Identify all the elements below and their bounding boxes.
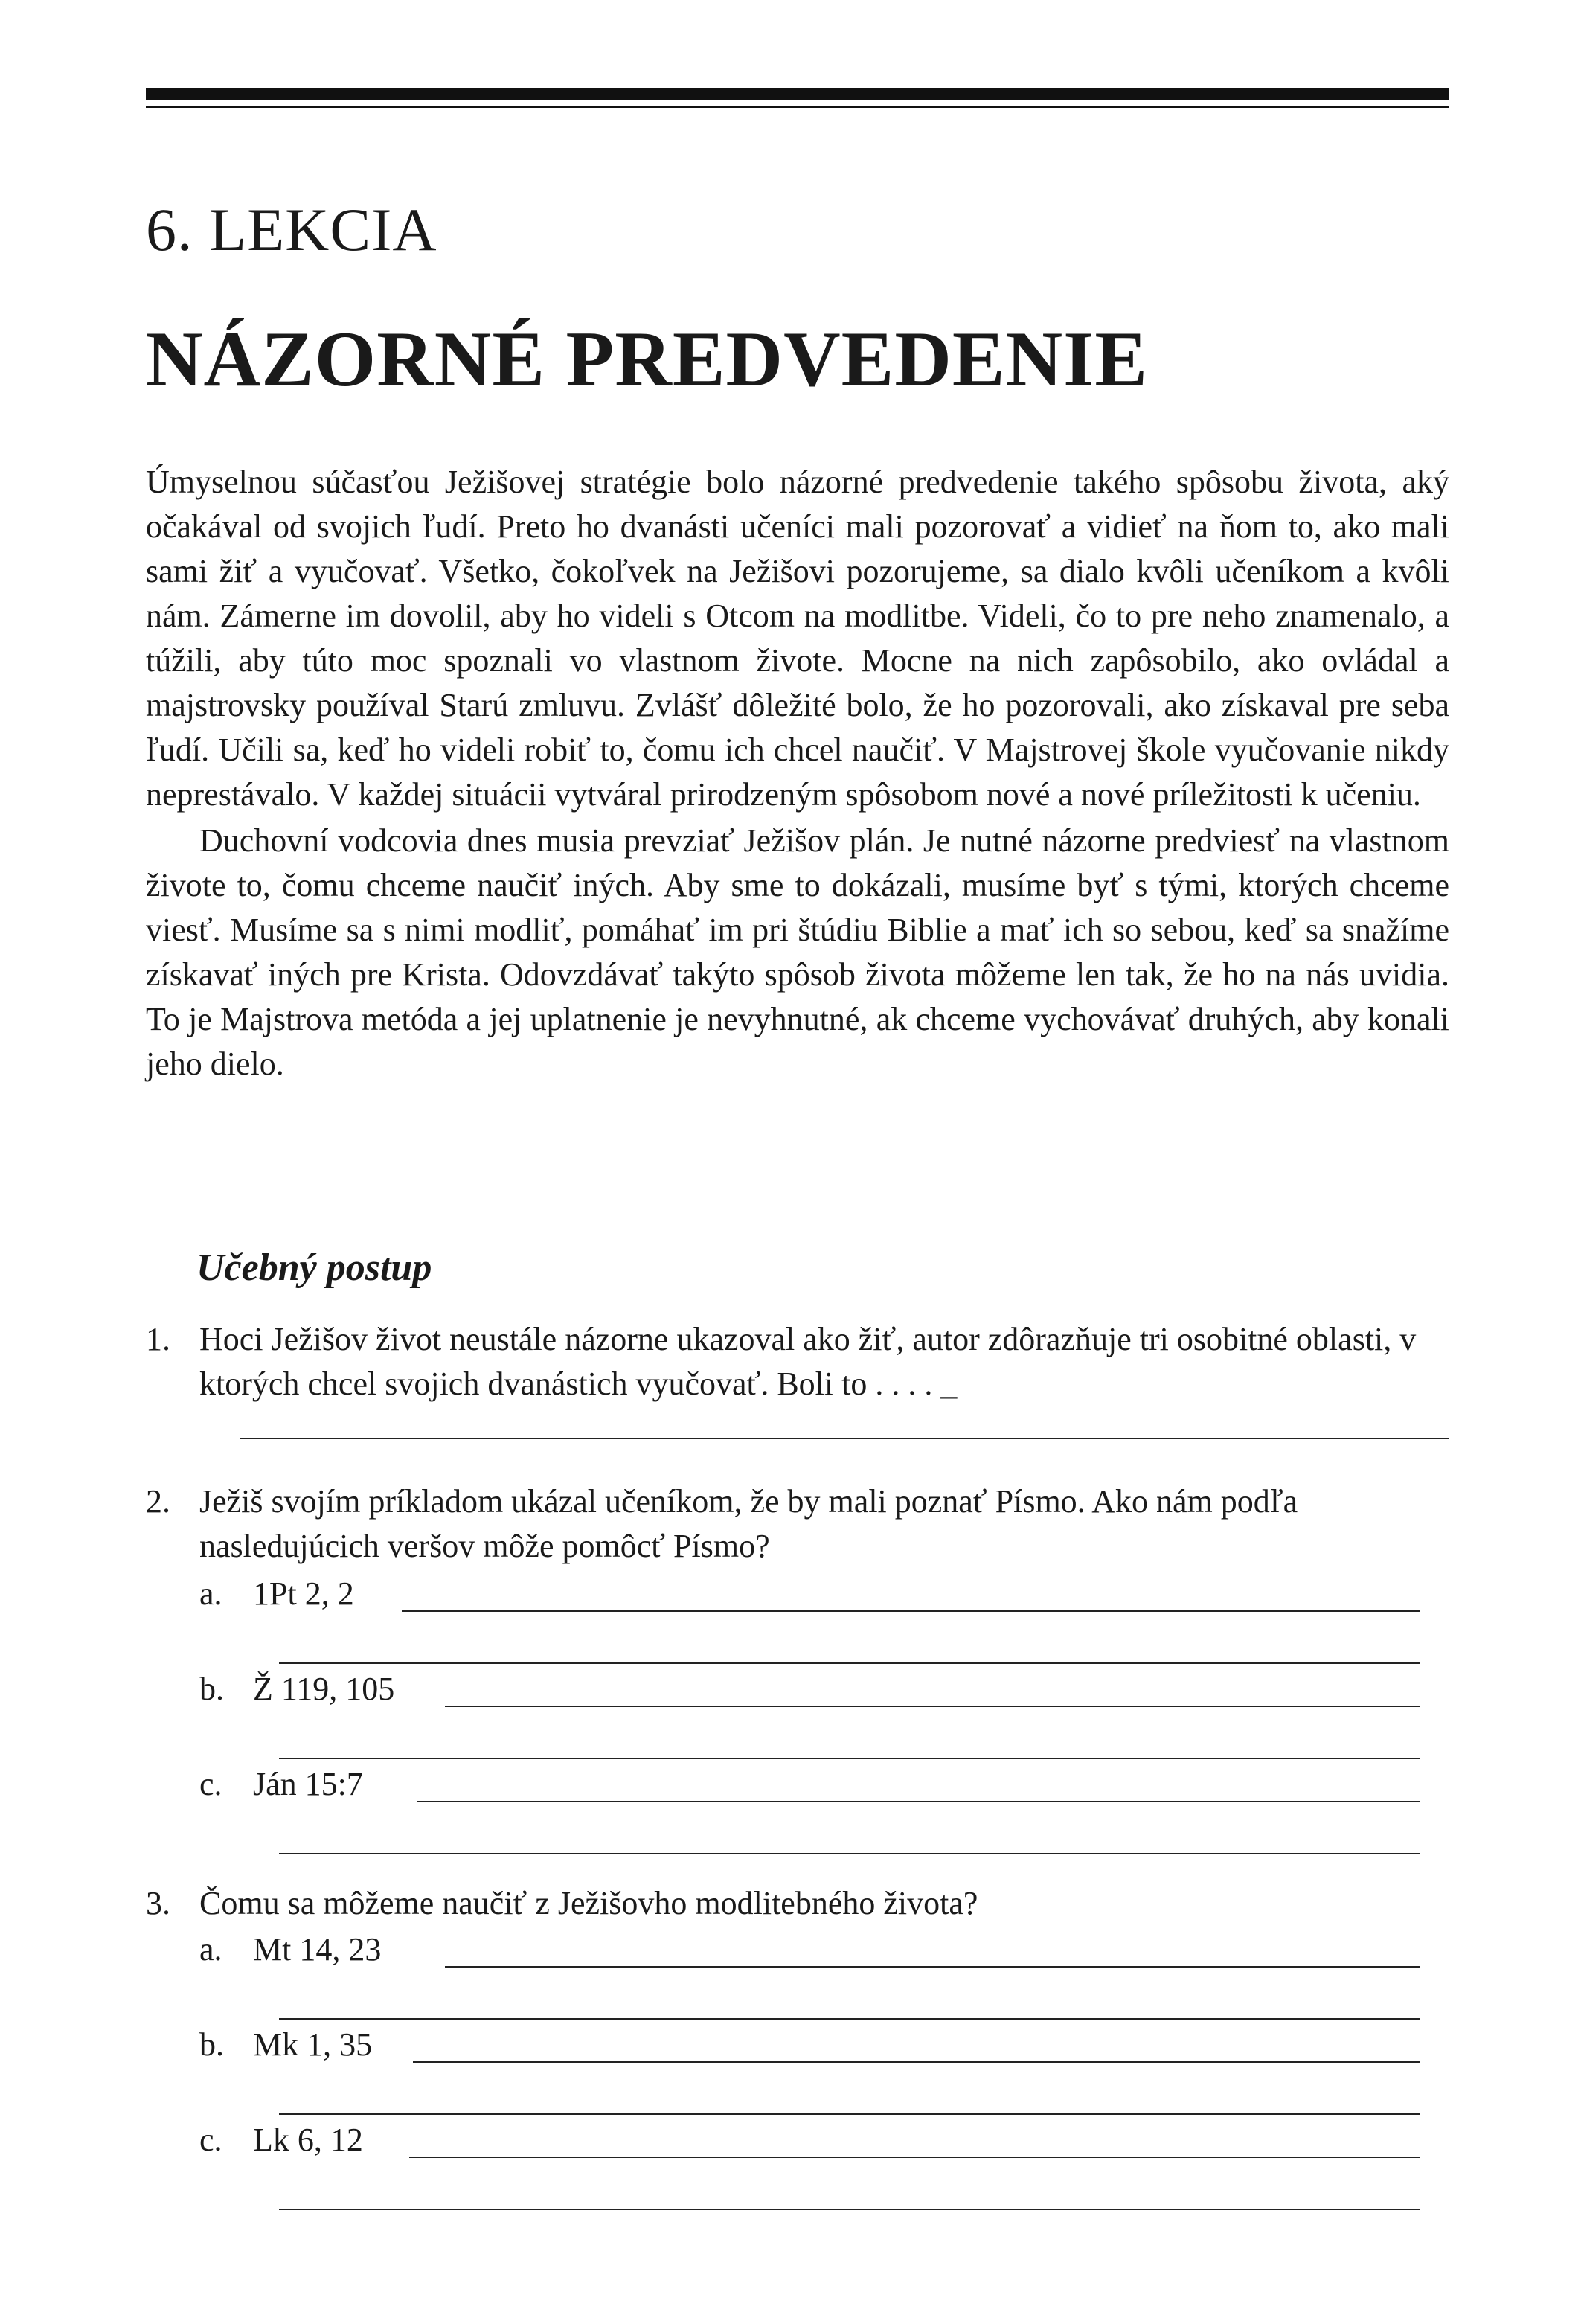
lesson-label: 6. LEKCIA	[146, 196, 437, 263]
item-reference: Mk 1, 35	[253, 2026, 373, 2063]
question-text: Hoci Ježišov život neustále názorne ukazoval ako žiť, autor zdôrazňuje tri osobitné oblasti, v ktorých chcel svojich dvanástich vyučovať. Boli to . . . . _	[199, 1321, 1417, 1402]
answer-line-2a[interactable]	[402, 1610, 1420, 1612]
answer-line-2c[interactable]	[417, 1801, 1420, 1802]
answer-line-2b[interactable]	[445, 1706, 1420, 1707]
item-label: c.	[199, 2122, 222, 2158]
answer-line-2a-cont[interactable]	[279, 1662, 1420, 1664]
answer-line-3a[interactable]	[445, 1966, 1420, 1968]
item-label: b.	[199, 2026, 224, 2063]
item-reference: Lk 6, 12	[253, 2122, 363, 2158]
question-number: 2.	[146, 1483, 170, 1520]
header-rule-thick	[146, 88, 1449, 100]
item-label: a.	[199, 1931, 222, 1968]
item-label: c.	[199, 1766, 222, 1802]
item-reference: Ž 119, 105	[253, 1671, 395, 1707]
paragraph-1: Úmyselnou súčasťou Ježišovej stratégie bolo názorné predvedenie takého spôsobu života, aký očakával od svojich ľudí. Preto ho dvanásti učeníci mali pozorovať a vidieť na ňom to, ako mali sami žiť a vyučovať. Všetko, čokoľvek na Ježišovi pozorujeme, sa dialo kvôli učeníkom a kvôli nám. Zámerne im dovolil, aby ho videli s Otcom na modlitbe. Videli, čo to pre neho znamenalo, a túžili, aby túto moc spoznali vo vlastnom živote. Mocne na nich zapôsobilo, ako ovládal a majstrovsky používal Starú zmluvu. Zvlášť dôležité bolo, že ho pozorovali, ako získaval pre seba ľudí. Učili sa, keď ho videli robiť to, čomu ich chcel naučiť. V Majstrovej škole vyučovanie nikdy neprestávalo. V každej situácii vytváral prirodzeným spôsobom nové a nové príležitosti k učeniu.	[146, 464, 1449, 813]
item-reference: Ján 15:7	[253, 1766, 363, 1802]
answer-line-3b[interactable]	[413, 2061, 1420, 2063]
answer-line-q1[interactable]	[240, 1438, 1449, 1439]
answer-line-2c-cont[interactable]	[279, 1853, 1420, 1854]
body-text	[146, 460, 1449, 1086]
answer-line-3c[interactable]	[409, 2157, 1420, 2158]
header-rule-thin	[146, 106, 1449, 108]
item-reference: 1Pt 2, 2	[253, 1575, 354, 1612]
answer-line-3b-cont[interactable]	[279, 2113, 1420, 2115]
answer-line-3a-cont[interactable]	[279, 2018, 1420, 2020]
question-text: Čomu sa môžeme naučiť z Ježišovho modlitebného života?	[199, 1885, 978, 1921]
question-text: Ježiš svojím príkladom ukázal učeníkom, že by mali poznať Písmo. Ako nám podľa nasledujúcich veršov môže pomôcť Písmo?	[199, 1483, 1298, 1564]
answer-line-2b-cont[interactable]	[279, 1758, 1420, 1759]
page-title: NÁZORNÉ PREDVEDENIE	[146, 316, 1149, 403]
item-reference: Mt 14, 23	[253, 1931, 382, 1968]
answer-line-3c-cont[interactable]	[279, 2209, 1420, 2210]
paragraph-2: Duchovní vodcovia dnes musia prevziať Ježišov plán. Je nutné názorne predviesť na vlastnom živote to, čomu chceme naučiť iných. Aby sme to dokázali, musíme byť s tými, ktorých chceme viesť. Musíme sa s nimi modliť, pomáhať im pri štúdiu Biblie a mať ich so sebou, keď sa snažíme získavať iných pre Krista. Odovzdávať takýto spôsob života môžeme len tak, že ho na nás uvidia. To je Majstrova metóda a jej uplatnenie je nevyhnutné, ak chceme vychovávať druhých, aby konali jeho dielo.	[146, 822, 1449, 1082]
item-label: a.	[199, 1575, 222, 1612]
question-number: 3.	[146, 1885, 170, 1921]
question-number: 1.	[146, 1321, 170, 1357]
study-heading: Učebný postup	[196, 1246, 432, 1289]
item-label: b.	[199, 1671, 224, 1707]
